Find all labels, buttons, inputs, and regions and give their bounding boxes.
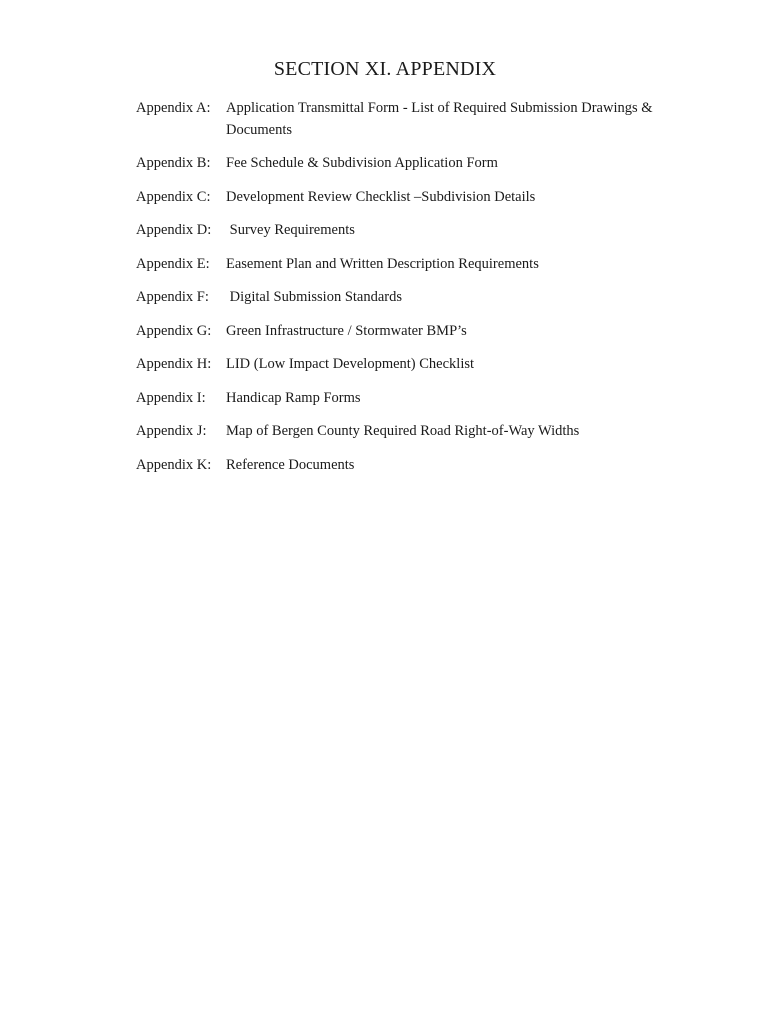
appendix-item-g (136, 320, 696, 342)
appendix-label: Appendix B: (136, 155, 211, 171)
appendix-item-d (136, 219, 696, 241)
appendix-item-h (136, 353, 696, 375)
appendix-list (136, 97, 696, 487)
appendix-label: Appendix D: (136, 222, 212, 238)
appendix-item-c (136, 186, 696, 208)
appendix-item-f (136, 286, 696, 308)
appendix-label: Appendix E: (136, 255, 210, 272)
appendix-description: Reference Documents (226, 456, 355, 473)
appendix-description: Fee Schedule & Subdivision Application Form (226, 155, 498, 171)
appendix-label: Appendix K: (136, 456, 212, 473)
appendix-description: Green Infrastructure / Stormwater BMP’s (226, 322, 467, 339)
appendix-item-k (136, 454, 696, 476)
appendix-label: Appendix H: (136, 356, 212, 372)
appendix-description: Handicap Ramp Forms (226, 389, 361, 406)
appendix-item-e (136, 253, 696, 275)
appendix-item-b (136, 152, 696, 174)
appendix-label: Appendix G: (136, 322, 212, 339)
appendix-description: Digital Submission Standards (226, 289, 403, 305)
appendix-description: Easement Plan and Written Description Requirements (226, 255, 539, 272)
appendix-item-a (136, 97, 696, 141)
appendix-item-j (136, 420, 696, 442)
appendix-description: Survey Requirements (226, 222, 355, 238)
appendix-description: Map of Bergen County Required Road Right-of-Way Widths (226, 423, 580, 439)
appendix-description: Development Review Checklist –Subdivision Details (226, 188, 536, 205)
appendix-label: Appendix I: (136, 389, 206, 406)
appendix-label: Appendix J: (136, 423, 207, 439)
appendix-label: Appendix A: (136, 100, 211, 116)
appendix-label: Appendix C: (136, 188, 211, 205)
appendix-item-i (136, 387, 696, 409)
section-title: SECTION XI. APPENDIX (273, 58, 497, 80)
appendix-description: Application Transmittal Form - List of Required Submission Drawings & Documents (226, 100, 653, 138)
appendix-description: LID (Low Impact Development) Checklist (226, 356, 475, 372)
appendix-label: Appendix F: (136, 289, 209, 305)
